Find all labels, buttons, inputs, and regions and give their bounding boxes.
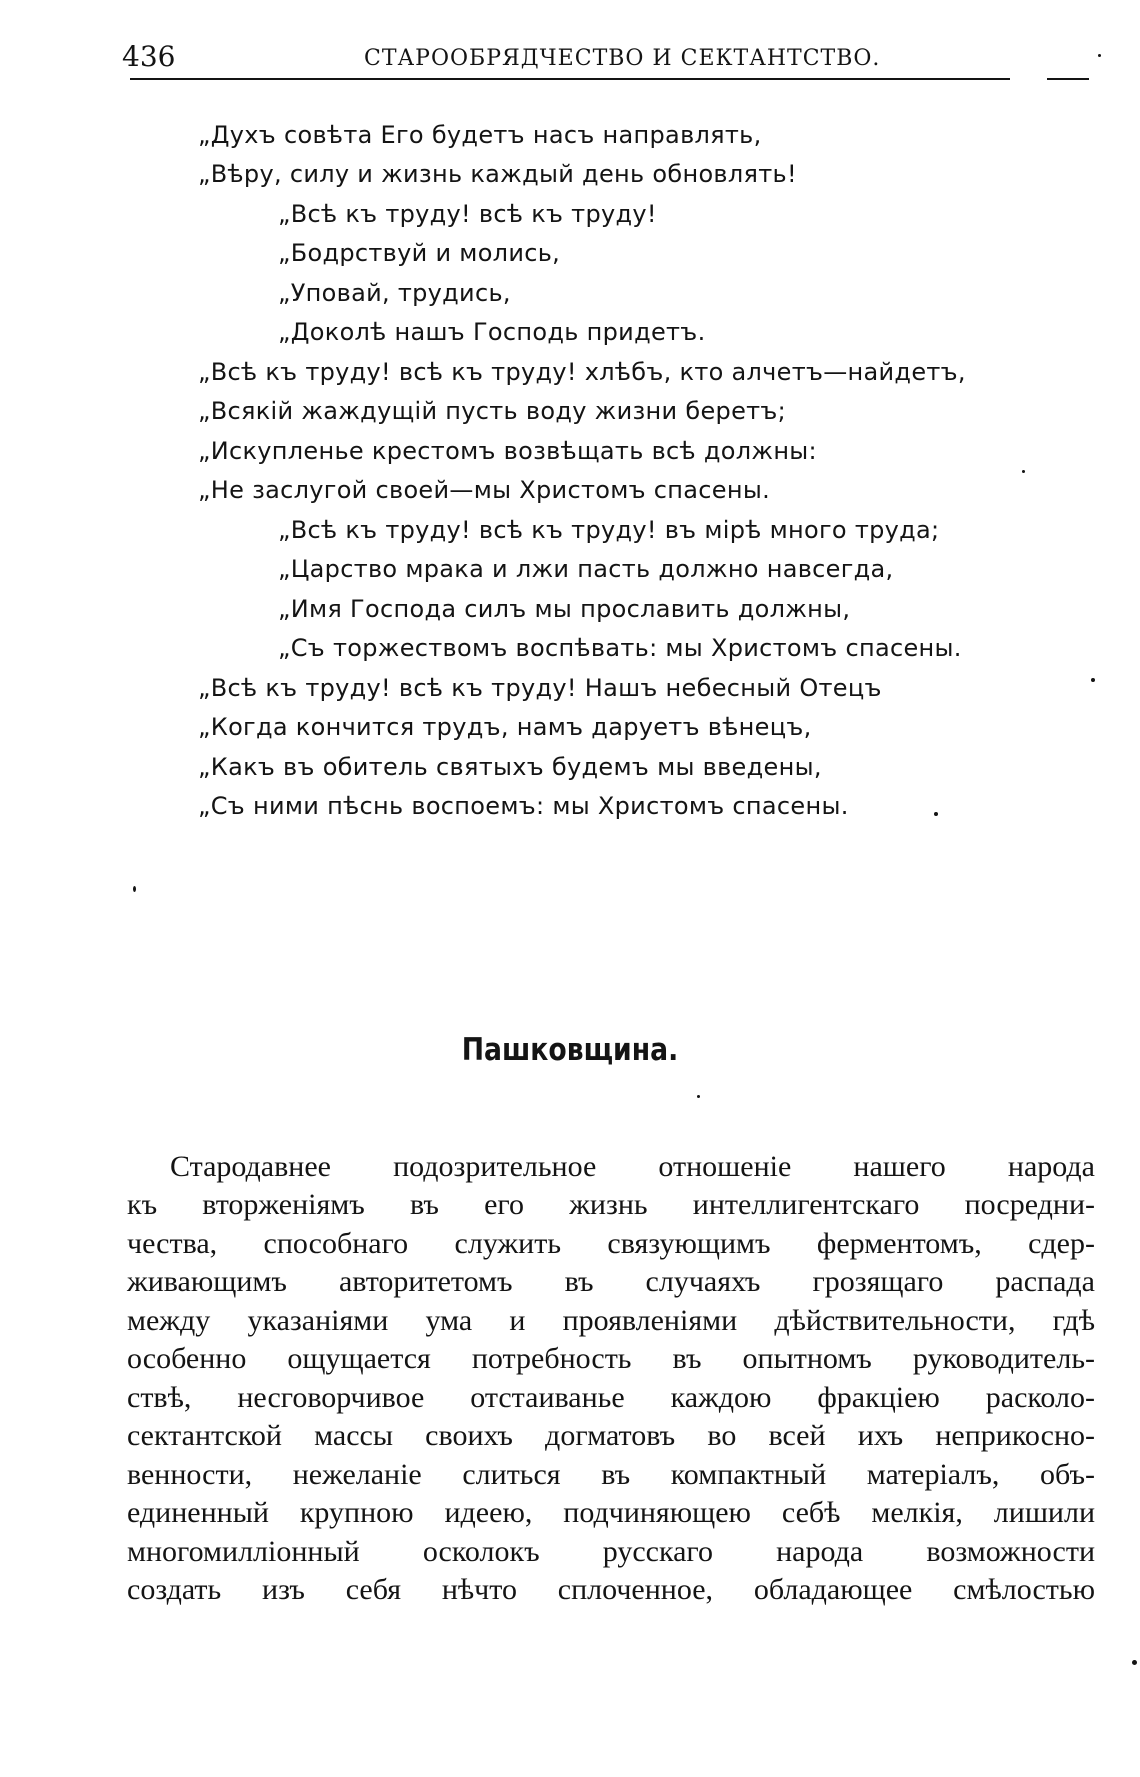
paragraph-line: особенно ощущается потребность въ опытномъ руководитель- (127, 1342, 1095, 1375)
scan-speck (1091, 678, 1095, 682)
paragraph-line: между указаніями ума и проявленіями дѣйствительности, гдѣ (127, 1304, 1095, 1337)
poem-line: „Всѣ къ труду! всѣ къ труду! хлѣбъ, кто алчетъ—найдетъ, (198, 358, 966, 386)
scan-speck (934, 812, 938, 816)
poem-line: „Съ ними пѣснь воспоемъ: мы Христомъ спасены. (198, 792, 849, 820)
scan-speck (1098, 54, 1101, 57)
scan-speck (697, 1095, 700, 1098)
scan-speck (133, 886, 136, 892)
paragraph-line: единенный крупною идеею, подчиняющею себѣ мелкія, лишили (127, 1496, 1095, 1529)
paragraph-line: къ вторженіямъ въ его жизнь интеллигентскаго посредни- (127, 1188, 1095, 1221)
poem-line: „Царство мрака и лжи пасть должно навсегда, (278, 555, 894, 583)
page-header (122, 40, 1102, 80)
page-number: 436 (122, 40, 176, 73)
poem-line: „Уповай, трудись, (278, 279, 511, 307)
poem-line: „Имя Господа силъ мы прославить должны, (278, 595, 851, 623)
running-head: СТАРООБРЯДЧЕСТВО И СЕКТАНТСТВО. (364, 46, 881, 71)
paragraph-line: ствѣ, несговорчивое отстаиванье каждою фракціею расколо- (127, 1381, 1095, 1414)
poem-line: „Всѣ къ труду! всѣ къ труду! въ мірѣ много труда; (278, 516, 940, 544)
section-title: Пашковщина. (461, 1032, 679, 1068)
paragraph-line: Стародавнее подозрительное отношеніе нашего народа (170, 1150, 1095, 1183)
paragraph-line: сектантской массы своихъ догматовъ во всей ихъ неприкосно- (127, 1419, 1095, 1452)
poem-line: „Съ торжествомъ воспѣвать: мы Христомъ спасены. (278, 634, 962, 662)
poem-line: „Бодрствуй и молись, (278, 239, 561, 267)
poem-line: „Доколѣ нашъ Господь придетъ. (278, 318, 706, 346)
poem-line: „Не заслугой своей—мы Христомъ спасены. (198, 476, 771, 504)
poem-line: „Всѣ къ труду! всѣ къ труду! (278, 200, 657, 228)
poem-line: „Всякій жаждущій пусть воду жизни беретъ; (198, 397, 787, 425)
poem-line: „Какъ въ обитель святыхъ будемъ мы введены, (198, 753, 822, 781)
scan-speck (1132, 1660, 1137, 1665)
paragraph-line: чества, способнаго служить связующимъ ферментомъ, сдер- (127, 1227, 1095, 1260)
paragraph-line: живающимъ авторитетомъ въ случаяхъ грозящаго распада (127, 1265, 1095, 1298)
paragraph-line: венности, нежеланіе слиться въ компактный матеріалъ, объ- (127, 1458, 1095, 1491)
poem-line: „Духъ совѣта Его будетъ насъ направлять, (198, 121, 762, 149)
paragraph-line: создать изъ себя нѣчто сплоченное, обладающее смѣлостью (127, 1573, 1095, 1606)
poem-line: „Вѣру, силу и жизнь каждый день обновлять! (198, 160, 797, 188)
poem-line: „Всѣ къ труду! всѣ къ труду! Нашъ небесный Отецъ (198, 674, 882, 702)
scan-speck (1022, 470, 1025, 473)
poem-line: „Искупленье крестомъ возвѣщать всѣ должны: (198, 437, 817, 465)
header-rule-tail (1047, 78, 1089, 80)
poem-line: „Когда кончится трудъ, намъ даруетъ вѣнецъ, (198, 713, 812, 741)
paragraph-line: многомилліонный осколокъ русскаго народа возможности (127, 1535, 1095, 1568)
header-rule (130, 78, 1010, 80)
